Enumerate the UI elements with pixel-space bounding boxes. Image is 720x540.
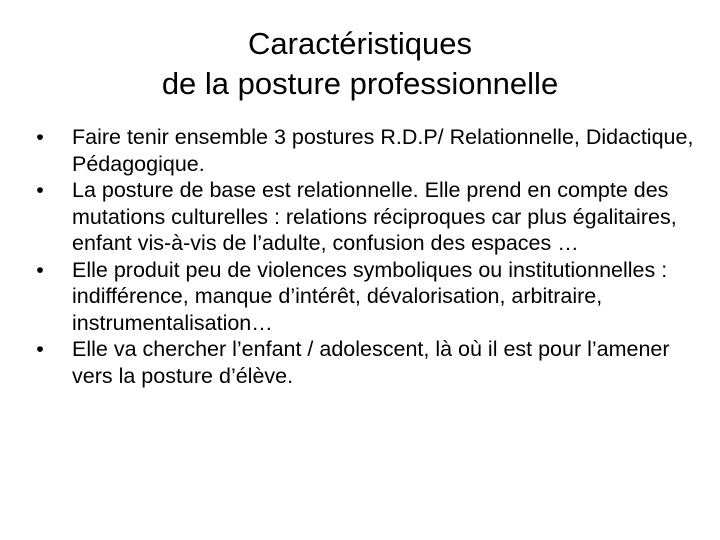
bullet-list (26, 124, 694, 389)
bullet-item-1 (26, 124, 694, 177)
bullet-item-3 (26, 257, 694, 337)
bullet-dot-icon: • (36, 125, 44, 149)
bullet-item-2 (26, 177, 694, 257)
bullet-text-4: Elle va chercher l’enfant / adolescent, là où il est pour l’amener vers la posture d’élève. (72, 337, 670, 388)
title-line-1: Caractéristiques (248, 26, 472, 61)
bullet-item-4 (26, 336, 694, 389)
bullet-dot-icon: • (36, 257, 44, 282)
bullet-dot-icon: • (36, 337, 44, 361)
bullet-text-2: La posture de base est relationnelle. Elle prend en compte des mutations culturelles : relations réciproques car plus égalitaires, enfant vis-à-vis de l’adulte, confusion des espaces … (72, 178, 677, 255)
slide-title (40, 24, 680, 104)
title-line-2: de la posture professionnelle (161, 66, 559, 101)
bullet-text-3: Elle produit peu de violences symboliques ou institutionnelles : indifférence, manque d’intérêt, dévalorisation, arbitraire, instrumentalisation… (72, 257, 668, 335)
bullet-dot-icon: • (36, 178, 44, 202)
bullet-text-1: Faire tenir ensemble 3 postures R.D.P/ Relationnelle, Didactique, Pédagogique. (72, 125, 694, 176)
